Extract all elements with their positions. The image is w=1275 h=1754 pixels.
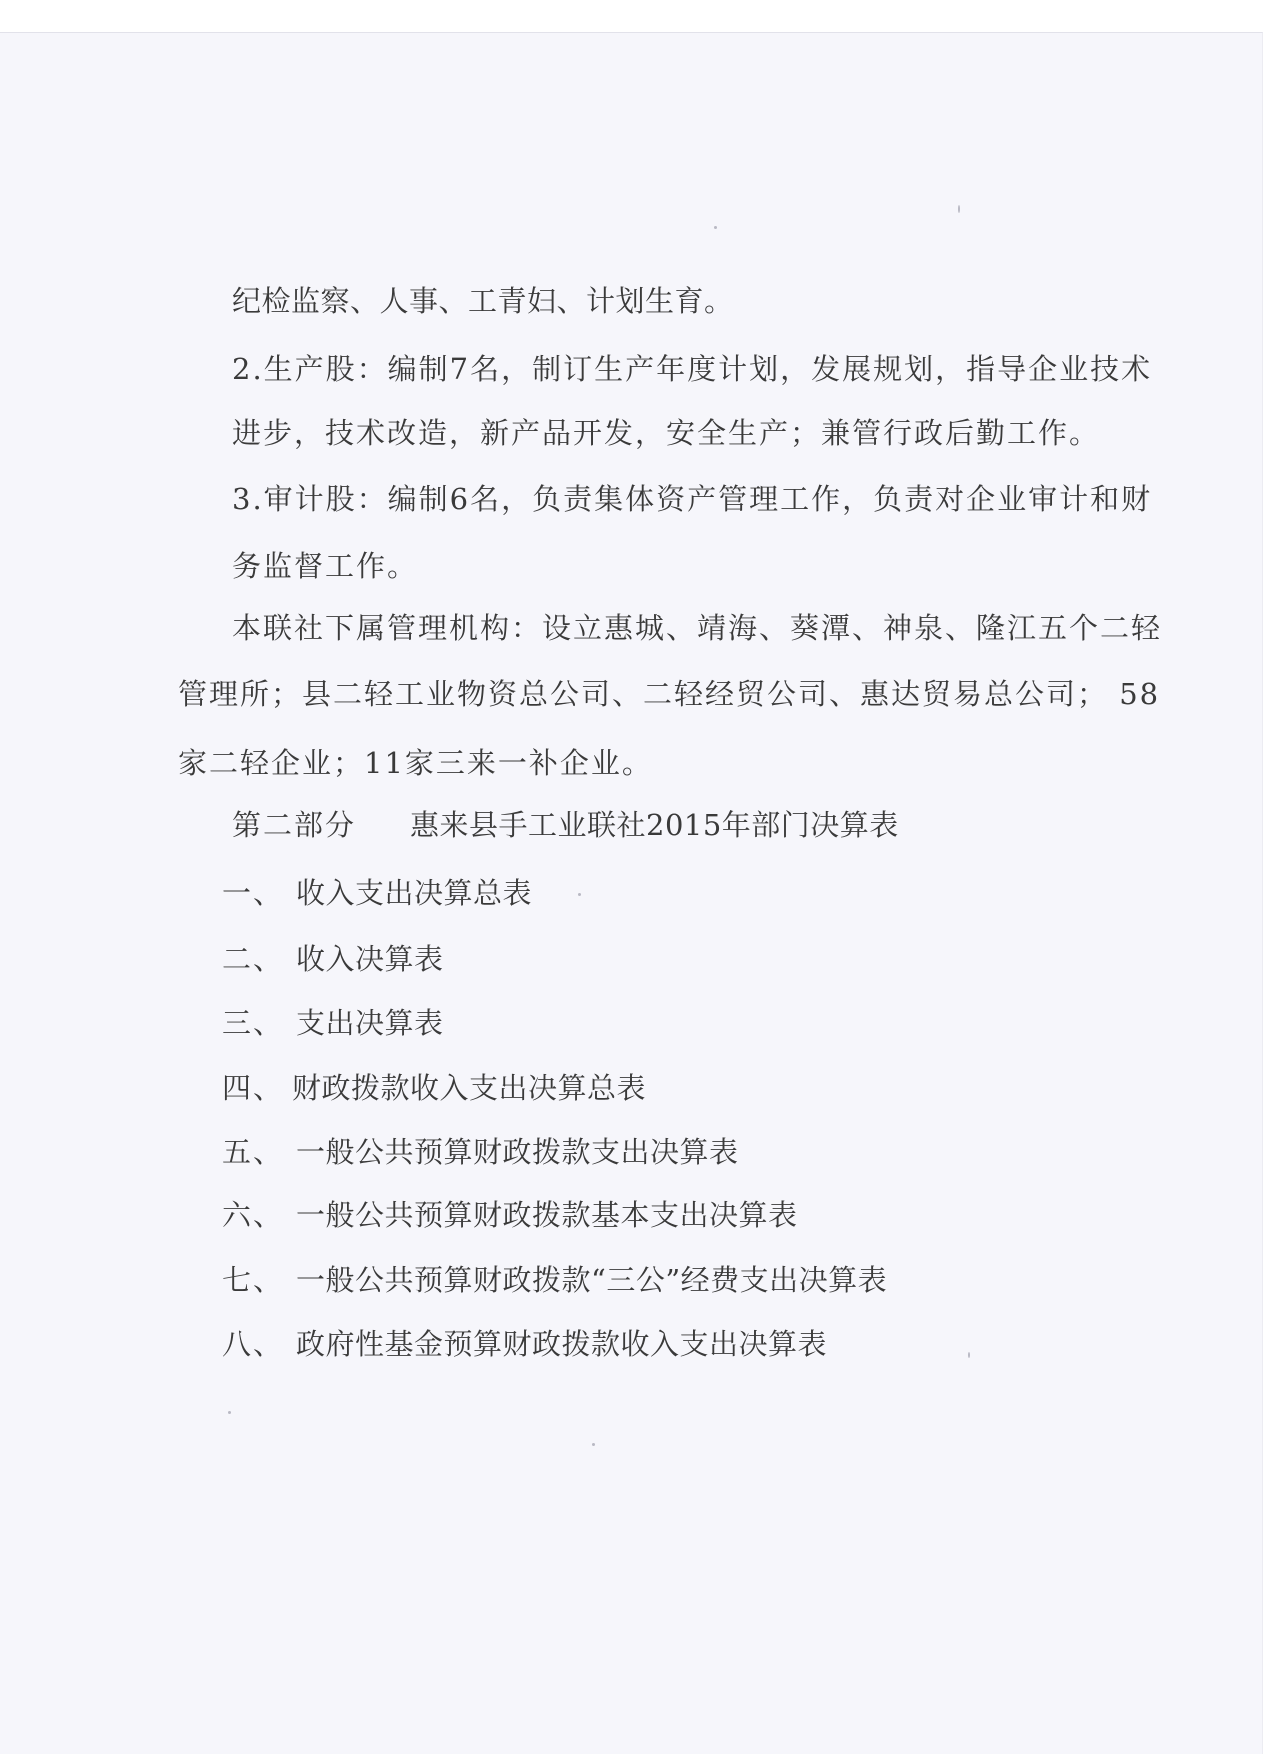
list-item-text: 一般公共预算财政拨款基本支出决算表 [296, 1198, 798, 1232]
paragraph-line: 纪检监察、人事、工青妇、计划生育。 [232, 284, 734, 318]
list-item-text: 一般公共预算财政拨款“三公”经费支出决算表 [296, 1263, 888, 1297]
scan-speck [714, 226, 717, 229]
list-item-number: 二、 [222, 942, 285, 976]
list-item-text: 财政拨款收入支出决算总表 [292, 1071, 647, 1105]
scan-speck [228, 1411, 231, 1414]
paragraph-line: 家二轻企业；11家三来一补企业。 [178, 746, 653, 780]
list-item-number: 三、 [222, 1006, 285, 1040]
list-item-text: 收入支出决算总表 [296, 876, 533, 910]
list-item-number: 六、 [222, 1198, 285, 1232]
section-part-label: 第二部分 [232, 808, 357, 842]
paragraph-line: 2.生产股：编制7名，制订生产年度计划，发展规划，指导企业技术 [232, 352, 1153, 386]
scan-speck [968, 1352, 970, 1358]
list-item-number: 五、 [222, 1135, 285, 1169]
paragraph-line: 进步，技术改造，新产品开发，安全生产；兼管行政后勤工作。 [232, 416, 1101, 450]
section-title: 惠来县手工业联社2015年部门决算表 [410, 808, 899, 842]
list-item-text: 支出决算表 [296, 1006, 444, 1040]
scan-speck [592, 1443, 595, 1446]
paragraph-line: 管理所；县二轻工业物资总公司、二轻经贸公司、惠达贸易总公司； 58 [178, 677, 1161, 711]
list-item-number: 七、 [222, 1263, 285, 1297]
scan-speck [958, 205, 960, 213]
list-item-text: 政府性基金预算财政拨款收入支出决算表 [296, 1327, 828, 1361]
paragraph-line: 务监督工作。 [232, 549, 419, 583]
scan-speck [578, 893, 581, 896]
paragraph-line: 本联社下属管理机构：设立惠城、靖海、葵潭、神泉、隆江五个二轻 [232, 611, 1163, 645]
list-item-number: 一、 [222, 876, 285, 910]
list-item-number: 八、 [222, 1327, 285, 1361]
list-item-text: 一般公共预算财政拨款支出决算表 [296, 1135, 739, 1169]
list-item-number: 四、 [222, 1071, 285, 1105]
list-item-text: 收入决算表 [296, 942, 444, 976]
paragraph-line: 3.审计股：编制6名，负责集体资产管理工作，负责对企业审计和财 [232, 482, 1153, 516]
